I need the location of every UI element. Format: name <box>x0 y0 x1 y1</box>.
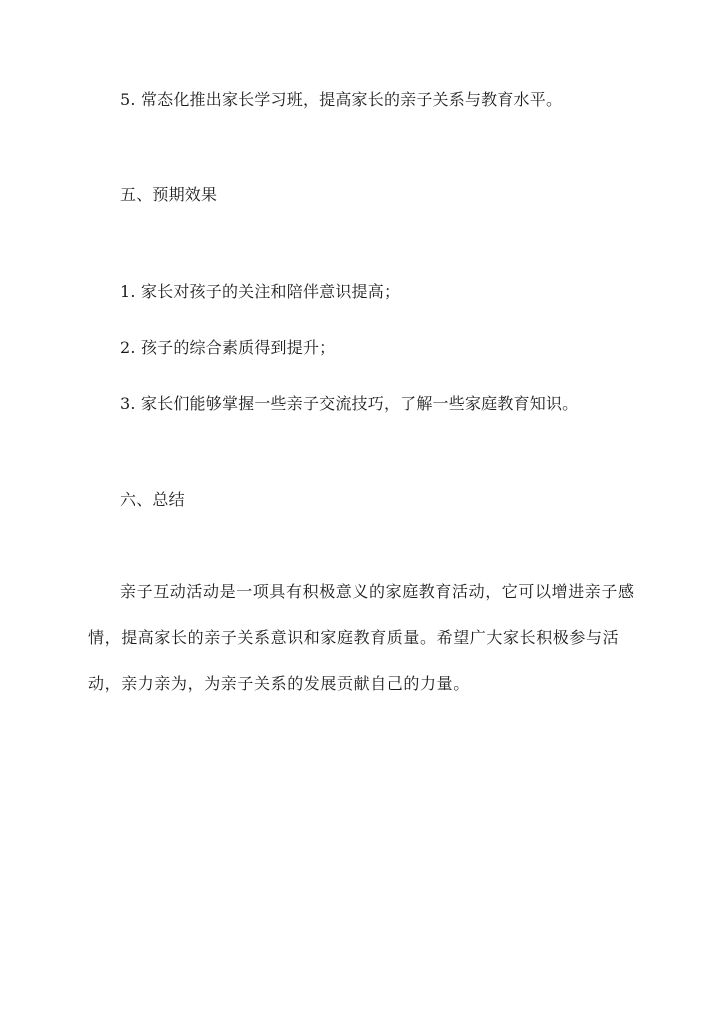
section-heading-summary: 六、总结 <box>120 490 185 509</box>
effect-item-1: 1. 家长对孩子的关注和陪伴意识提高； <box>120 282 401 301</box>
effect-item-2: 2. 孩子的综合素质得到提升； <box>120 338 336 357</box>
section-heading-expected-effects: 五、预期效果 <box>120 185 218 204</box>
effect-item-3: 3. 家长们能够掌握一些亲子交流技巧，了解一些家庭教育知识。 <box>120 394 579 413</box>
summary-paragraph: 亲子互动活动是一项具有积极意义的家庭教育活动，它可以增进亲子感情，提高家长的亲子关系意识和家庭教育质量。希望广大家长积极参与活动，亲力亲为，为亲子关系的发展贡献自己的力量。 <box>88 582 635 693</box>
list-item-5: 5. 常态化推出家长学习班，提高家长的亲子关系与教育水平。 <box>120 90 563 109</box>
